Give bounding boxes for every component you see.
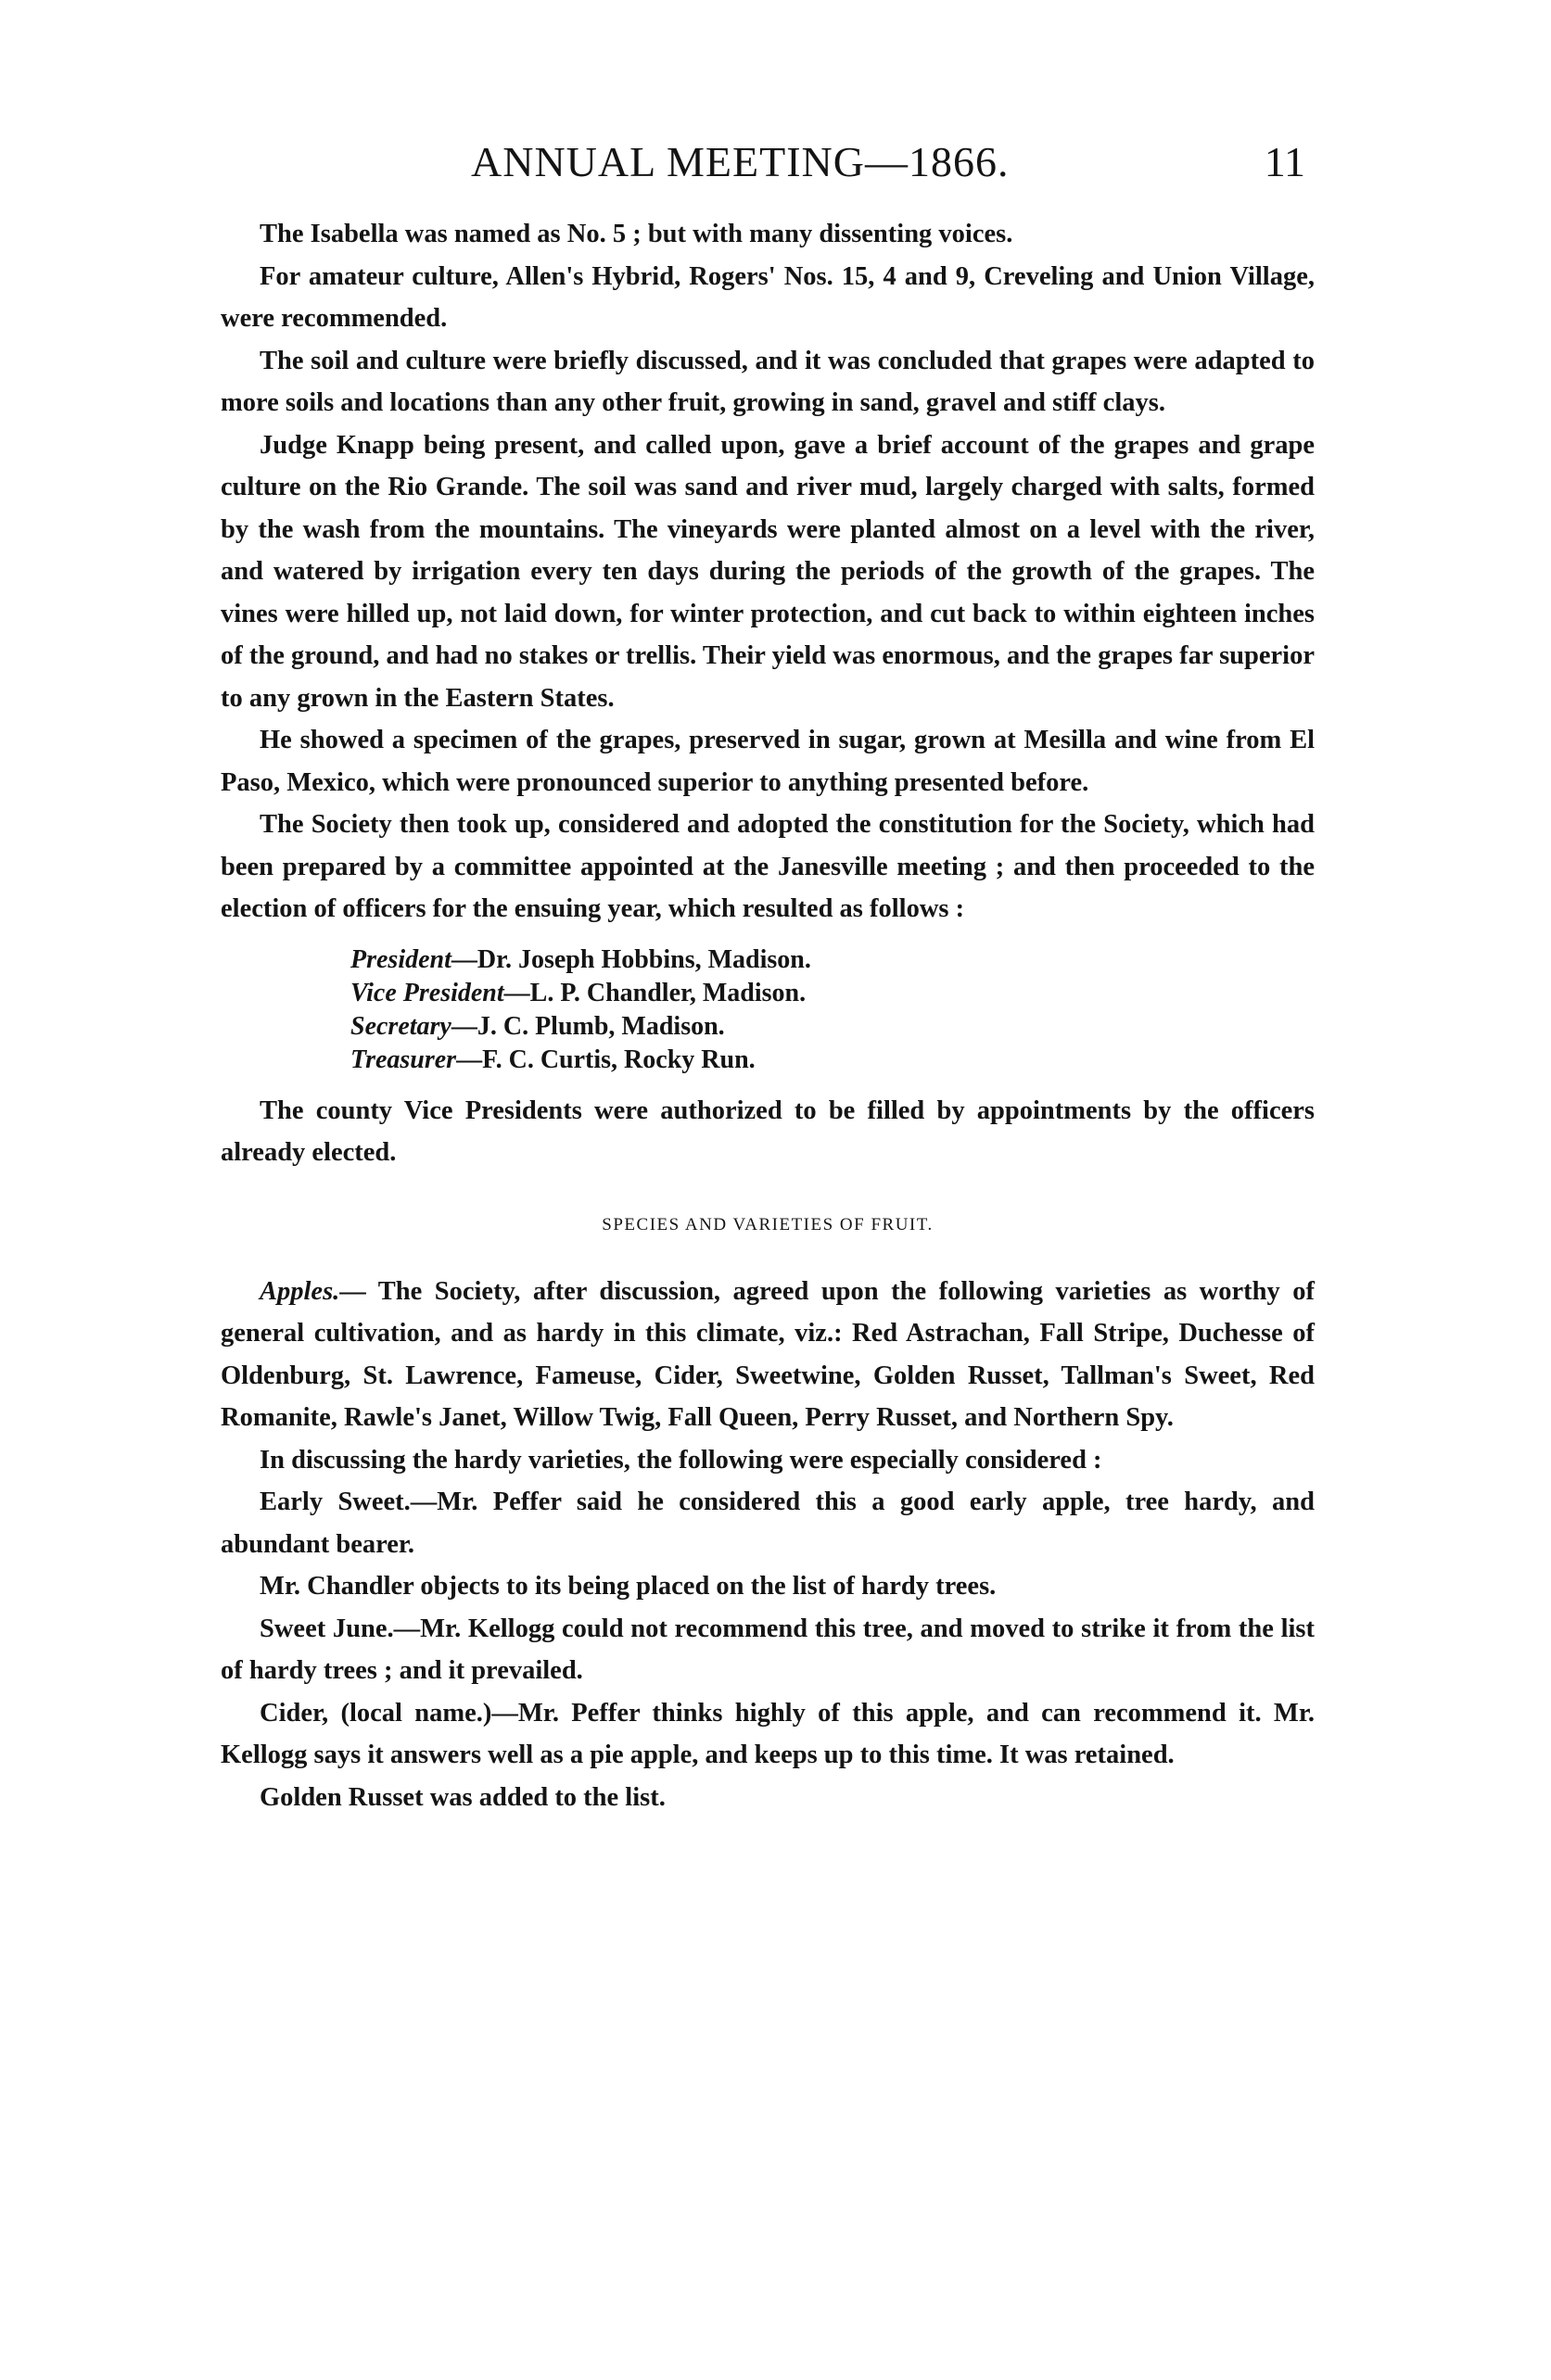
page-number: 11 <box>1264 138 1305 185</box>
officer-name: —F. C. Curtis, Rocky Run. <box>456 1044 756 1074</box>
officer-name: —J. C. Plumb, Madison. <box>451 1011 725 1041</box>
paragraph: The soil and culture were briefly discussed, and it was concluded that grapes were adapted to more soils and locations than any other fruit, growing in sand, gravel and stiff clays. <box>221 346 1315 417</box>
paragraph: He showed a specimen of the grapes, preserved in sugar, grown at Mesilla and wine from El Paso, Mexico, which were pronounced superior to anything presented before. <box>221 726 1315 797</box>
page-body <box>221 213 1315 1818</box>
officer-name: —L. P. Chandler, Madison. <box>503 978 807 1007</box>
page-header <box>221 137 1315 193</box>
officer-president <box>350 943 1315 977</box>
officer-title: Secretary <box>350 1011 451 1041</box>
officer-treasurer <box>350 1044 1315 1077</box>
paragraph: The county Vice Presidents were authorized to be filled by appointments by the officers already elected. <box>221 1095 1315 1167</box>
paragraph: Judge Knapp being present, and called upon, gave a brief account of the grapes and grape culture on the Rio Grande. The soil was sand and river mud, largely charged with salts, formed by the wash from the mountains. The vineyards were planted almost on a level with the river, and watered by irrigation every ten days during the periods of the growth of the grapes. The vines were hilled up, not laid down, for winter protection, and cut back to within eighteen inches of the ground, and had no stakes or trellis. Their yield was enormous, and the grapes far superior to any grown in the Eastern States. <box>221 430 1315 713</box>
paragraph: The Isabella was named as No. 5 ; but with many dissenting voices. <box>260 220 1013 248</box>
officer-secretary <box>350 1010 1315 1044</box>
apples-paragraph <box>221 1271 1315 1439</box>
paragraph: Sweet June.—Mr. Kellogg could not recommend this tree, and moved to strike it from the list of hardy trees ; and it prevailed. <box>221 1614 1315 1685</box>
apples-lead: Apples. <box>260 1276 340 1306</box>
paragraph: In discussing the hardy varieties, the following were especially considered : <box>260 1445 1102 1475</box>
running-head: ANNUAL MEETING—1866. <box>471 138 1010 185</box>
paragraph: Mr. Chandler objects to its being placed on the list of hardy trees. <box>260 1572 997 1601</box>
section-heading: SPECIES AND VARIETIES OF FRUIT. <box>602 1214 934 1234</box>
paragraph: Cider, (local name.)—Mr. Peffer thinks highly of this apple, and can recommend it. Mr. Kellogg says it answers well as a pie apple, and keeps up to this time. It was retained. <box>221 1698 1315 1769</box>
officers-list <box>350 943 1315 1077</box>
paragraph: The Society then took up, considered and adopted the constitution for the Society, which had been prepared by a committee appointed at the Janesville meeting ; and then proceeded to the election of officers for the ensuing year, which resulted as follows : <box>221 810 1315 923</box>
officer-name: —Dr. Joseph Hobbins, Madison. <box>451 944 811 974</box>
officer-vice-president <box>350 977 1315 1010</box>
paragraph: Golden Russet was added to the list. <box>260 1782 666 1812</box>
paragraph: Early Sweet.—Mr. Peffer said he considered this a good early apple, tree hardy, and abundant bearer. <box>221 1488 1315 1559</box>
officer-title: Treasurer <box>350 1044 457 1074</box>
paragraph: For amateur culture, Allen's Hybrid, Rogers' Nos. 15, 4 and 9, Creveling and Union Village, were recommended. <box>221 261 1315 333</box>
officer-title: Vice President <box>350 978 504 1007</box>
officer-title: President <box>350 944 451 974</box>
apples-text: — The Society, after discussion, agreed upon the following varieties as worthy of general cultivation, and as hardy in this climate, viz.: Red Astrachan, Fall Stripe, Duchesse of Oldenburg, St. Lawrence, Fameuse, Cider, Sweetwine, Golden Russet, Tallman's Sweet, Red Romanite, Rawle's Janet, Willow Twig, Fall Queen, Perry Russet, and Northern Spy. <box>221 1276 1315 1432</box>
